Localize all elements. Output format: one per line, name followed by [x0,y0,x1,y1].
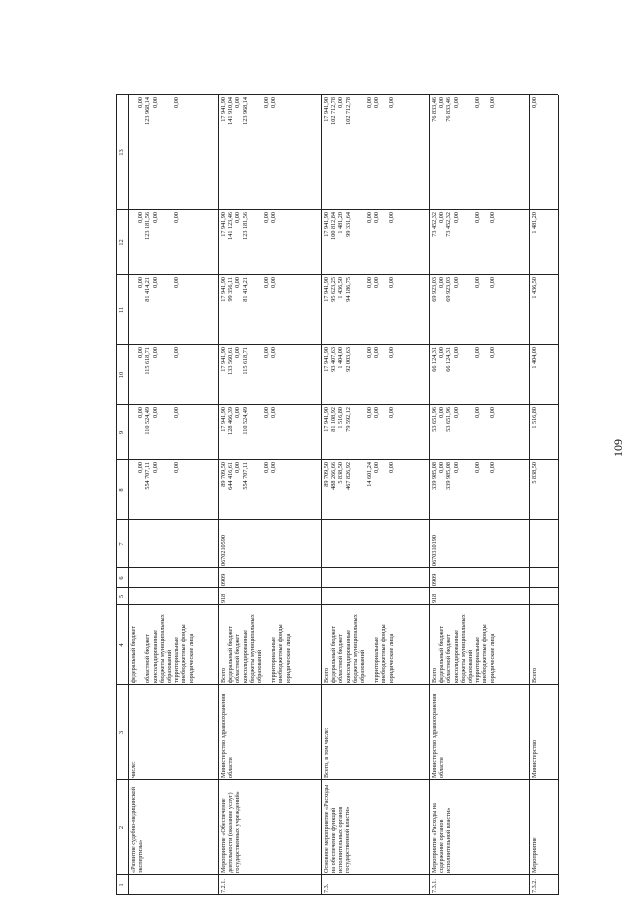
amount-value [130,95,137,210]
amount-value: 123 181,56 [144,212,152,240]
amount-value: 0,00 [234,212,242,223]
cell-c7 [531,520,557,568]
funding-source: территориальные внебюджетные фонды [270,624,285,683]
amount-value [285,210,292,275]
cell-c2: «Развитие судебно-медицинской экспертизы» [130,787,144,873]
amount-value: 0,00 [488,462,496,473]
funding-source: областной бюджет [234,634,242,683]
cell-c1 [130,875,217,895]
amount-value [188,405,195,460]
amount-value [285,95,292,210]
amount-value: 0,00 [387,277,395,288]
amount-value: 92 003,63 [344,347,352,372]
amount-value [285,345,292,405]
row-rule [558,95,559,895]
amount-value: 66 124,31 [431,347,438,372]
funding-source: территориальные внебюджетные фонды [474,624,489,683]
amount-value: 0,00 [270,277,278,288]
amount-value: 100 812,84 [330,212,338,240]
column-header: 1 [118,883,125,887]
row-rule [321,95,322,895]
funding-source: территориальные внебюджетные фонды [373,624,388,683]
amount-value: 76 833,46 [431,97,438,122]
amount-value [188,345,195,405]
amount-value: 0,00 [474,407,482,418]
cell-c5: 918 [220,593,227,603]
amount-value [130,210,137,275]
cell-c6: 0909 [220,573,227,586]
column-header: 2 [118,825,125,830]
amount-value: 17 941,90 [220,407,227,432]
column-header: 11 [118,306,125,314]
cell-c3: Министерство [531,739,538,778]
amount-value: 0,00 [366,347,374,358]
funding-source: Всего [323,667,330,683]
amount-value: 0,00 [438,212,446,223]
amount-value: 0,00 [173,407,181,418]
amount-value: 0,00 [263,347,271,358]
amount-value: 128 466,39 [227,407,235,435]
cell-c5 [531,588,557,605]
amount-value [188,275,195,345]
cell-c3: Министерство здравоохранения области [431,693,445,778]
amount-value: 0,00 [270,347,278,358]
amount-value: 0,00 [387,462,395,473]
amount-value: 81 414,21 [241,277,249,302]
page-number-text: 109 [611,439,625,457]
funding-source [366,605,373,685]
amount-value: 89 709,50 [323,462,330,487]
amount-value: 0,00 [151,212,159,223]
funding-source: федеральный бюджет [227,626,235,683]
amount-value: 0,00 [270,97,278,108]
cell-c5: 918 [431,593,438,603]
amount-value: 0,00 [234,347,242,358]
amount-value [188,460,195,520]
column-header: 4 [118,643,125,647]
amount-value: 0,00 [234,97,242,108]
amount-value: 0,00 [151,97,159,108]
amount-value: 0,00 [474,277,482,288]
amount-value: 0,00 [438,407,446,418]
amount-value: 0,00 [263,97,271,108]
funding-source: консолидированные бюджеты муниципальных образований [151,614,173,683]
amount-value: 1 436,50 [337,277,345,299]
funding-source: Всего [531,667,538,683]
amount-value: 95 623,25 [330,277,338,302]
amount-value: 0,00 [387,347,395,358]
cell-c1: 7.3.1. [431,879,438,893]
amount-value: 0,00 [474,97,482,108]
cell-c3: Всего, в том числе: [323,727,330,778]
amount-value [188,210,195,275]
amount-value: 554 707,11 [241,462,249,490]
amount-value: 0,00 [452,407,460,418]
amount-value: 0,00 [373,407,381,418]
amount-value: 1 404,00 [337,347,345,369]
amount-value: 339 985,08 [445,462,453,490]
amount-value: 141 123,46 [227,212,235,240]
amount-value: 123 181,56 [241,212,249,240]
amount-value: 99 356,11 [227,277,235,302]
amount-value: 0,00 [137,347,145,358]
amount-value: 79 592,12 [344,407,352,432]
amount-value: 0,00 [137,462,145,473]
amount-value [188,95,195,210]
amount-value: 115 618,71 [144,347,152,375]
amount-value: 644 416,61 [227,462,235,490]
cell-c3: числе: [130,761,137,778]
cell-c6 [130,568,217,588]
amount-value [130,345,137,405]
column-header: 10 [118,371,125,379]
amount-value: 0,00 [387,407,395,418]
amount-value: 81 108,92 [330,407,338,432]
amount-value: 73 452,32 [445,212,453,237]
amount-value: 76 833,46 [445,97,453,122]
column-header: 7 [118,542,125,546]
amount-value: 123 968,14 [144,97,152,125]
amount-value: 0,00 [137,277,145,288]
amount-value: 0,00 [373,97,381,108]
amount-value: 17 941,90 [323,277,330,302]
funding-source: Всего [220,667,227,683]
amount-value: 115 618,71 [241,347,249,375]
funding-source: консолидированные бюджеты муниципальных образований [241,614,263,683]
amount-value: 17 941,90 [323,347,330,372]
amount-value: 0,00 [173,277,181,288]
amount-value: 81 414,21 [144,277,152,302]
amount-value: 17 941,90 [220,347,227,372]
cell-c2: Мероприятие «Обеспечение деятельности (оказание услуг) государственных учреждений» [220,791,241,873]
amount-value [285,405,292,460]
amount-value [130,275,137,345]
cell-c5 [323,588,428,605]
funding-source: областной бюджет [445,634,453,683]
amount-value: 0,00 [438,97,446,108]
funding-source: областной бюджет [144,634,152,683]
cell-c6 [323,568,428,588]
amount-value: 0,00 [137,407,145,418]
amount-value: 93 407,63 [330,347,338,372]
amount-value: 69 923,03 [431,277,438,302]
amount-value: 0,00 [438,347,446,358]
funding-source: территориальные внебюджетные фонды [173,624,188,683]
amount-value: 133 560,61 [227,347,235,375]
amount-value: 0,00 [234,277,242,288]
amount-value: 0,00 [387,212,395,223]
cell-c2: Мероприятие «Расходы на содержание органов исполнительной власти» [431,803,452,873]
amount-value: 0,00 [270,212,278,223]
cell-c2: Основное мероприятие «Расходы на обеспечение функций исполнительных органов государственной власти» [323,784,351,873]
cell-c1: 7.3. [323,883,330,893]
amount-value: 0,00 [270,407,278,418]
amount-value: 0,00 [474,212,482,223]
funding-source: консолидированные бюджеты муниципальных образований [452,614,474,683]
row-rule [116,95,117,895]
amount-value: 123 968,14 [241,97,249,125]
amount-value: 0,00 [173,347,181,358]
amount-value: 5 838,50 [531,462,538,484]
funding-source: юридические лица [387,633,395,683]
cell-c6: 0909 [431,573,438,586]
amount-value: 0,00 [474,347,482,358]
amount-value: 0,00 [151,407,159,418]
amount-value: 5 838,50 [337,462,345,484]
cell-c6 [531,568,557,588]
amount-value: 14 601,24 [366,462,374,487]
amount-value: 0,00 [151,462,159,473]
amount-value: 0,00 [488,97,496,108]
amount-value: 0,00 [452,212,460,223]
row-rule [529,95,530,895]
amount-value: 94 186,75 [344,277,352,302]
amount-value: 0,00 [531,97,538,108]
amount-value: 0,00 [452,347,460,358]
amount-value: 69 923,03 [445,277,453,302]
amount-value: 66 124,31 [445,347,453,372]
amount-value: 0,00 [263,212,271,223]
amount-value: 0,00 [373,212,381,223]
amount-value: 110 524,49 [241,407,249,435]
amount-value [285,460,292,520]
amount-value: 0,00 [438,277,446,288]
amount-value [285,275,292,345]
amount-value: 0,00 [270,462,278,473]
amount-value: 17 941,90 [323,212,330,237]
cell-c2: Мероприятие [531,837,538,873]
funding-source: Всего [431,667,438,683]
amount-value: 0,00 [488,347,496,358]
budget-table [116,95,558,895]
funding-source [137,605,144,685]
amount-value: 0,00 [452,97,460,108]
amount-value: 0,00 [234,462,242,473]
amount-value [130,460,137,520]
amount-value: 0,00 [337,97,345,108]
amount-value: 1 481,20 [531,212,538,234]
amount-value: 89 709,50 [220,462,227,487]
amount-value: 53 651,96 [431,407,438,432]
amount-value: 0,00 [263,462,271,473]
amount-value: 0,00 [387,97,395,108]
cell-c7: 0670210590 [220,535,227,566]
funding-source: юридические лица [488,633,496,683]
cell-c1: 7.2.1. [220,879,227,893]
amount-value: 0,00 [488,212,496,223]
amount-value: 0,00 [137,97,145,108]
row-rule [429,95,430,895]
amount-value: 0,00 [373,462,381,473]
cell-c1: 7.3.2. [531,879,538,893]
funding-source: федеральный бюджет [438,626,446,683]
column-header: 6 [118,576,125,580]
amount-value: 0,00 [452,462,460,473]
amount-value: 0,00 [263,277,271,288]
column-header: 5 [118,594,125,599]
page-number [598,438,638,458]
amount-value: 17 941,90 [323,407,330,432]
amount-value: 0,00 [438,462,446,473]
amount-value: 0,00 [366,277,374,288]
amount-value: 17 941,90 [220,97,227,122]
funding-source [263,605,270,685]
funding-source: юридические лица [284,633,292,683]
column-header: 8 [118,488,125,492]
row-rule [218,95,219,895]
amount-value: 17 941,90 [220,212,227,237]
column-header: 3 [118,730,125,735]
amount-value: 0,00 [234,407,242,418]
amount-value: 554 707,11 [144,462,152,490]
amount-value: 1 404,00 [531,347,538,369]
funding-source: юридические лица [187,633,195,683]
amount-value: 17 941,90 [220,277,227,302]
amount-value: 0,00 [366,97,374,108]
amount-value: 1 481,20 [337,212,345,234]
amount-value: 0,00 [373,277,381,288]
funding-source: консолидированные бюджеты муниципальных образований [344,614,366,683]
column-header: 9 [118,430,125,435]
amount-value: 99 331,64 [344,212,352,237]
row-rule [128,95,129,895]
amount-value: 0,00 [151,347,159,358]
amount-value: 0,00 [151,277,159,288]
amount-value: 110 524,49 [144,407,152,435]
cell-c7 [323,520,428,568]
amount-value: 1 436,50 [531,277,538,299]
column-header: 13 [118,149,125,156]
amount-value: 0,00 [137,212,145,223]
amount-value: 73 452,32 [431,212,438,237]
amount-value [130,405,137,460]
cell-c7 [130,520,217,568]
amount-value: 488 266,66 [330,462,338,490]
amount-value: 0,00 [474,462,482,473]
amount-value: 467 826,92 [344,462,352,490]
amount-value: 141 910,04 [227,97,235,125]
amount-value: 0,00 [366,212,374,223]
amount-value: 0,00 [366,407,374,418]
amount-value: 1 516,80 [337,407,345,429]
amount-value: 0,00 [488,277,496,288]
cell-c3: Министерство здравоохранения области [220,693,234,778]
cell-c7: 0670310190 [431,535,438,566]
amount-value: 339 985,08 [431,462,438,490]
amount-value: 0,00 [173,212,181,223]
amount-value: 0,00 [373,347,381,358]
column-header: 12 [118,239,125,246]
funding-source: федеральный бюджет [130,626,137,683]
amount-value: 0,00 [173,97,181,108]
amount-value: 102 712,78 [330,97,338,125]
amount-value: 0,00 [452,277,460,288]
amount-value: 0,00 [263,407,271,418]
funding-source: федеральный бюджет [330,626,338,683]
funding-source: областной бюджет [337,634,345,683]
amount-value: 102 712,78 [344,97,352,125]
amount-value: 0,00 [488,407,496,418]
amount-value: 0,00 [173,462,181,473]
amount-value: 1 516,80 [531,407,538,429]
amount-value: 17 941,90 [323,97,330,122]
amount-value: 53 651,96 [445,407,453,432]
cell-c5 [130,588,217,605]
